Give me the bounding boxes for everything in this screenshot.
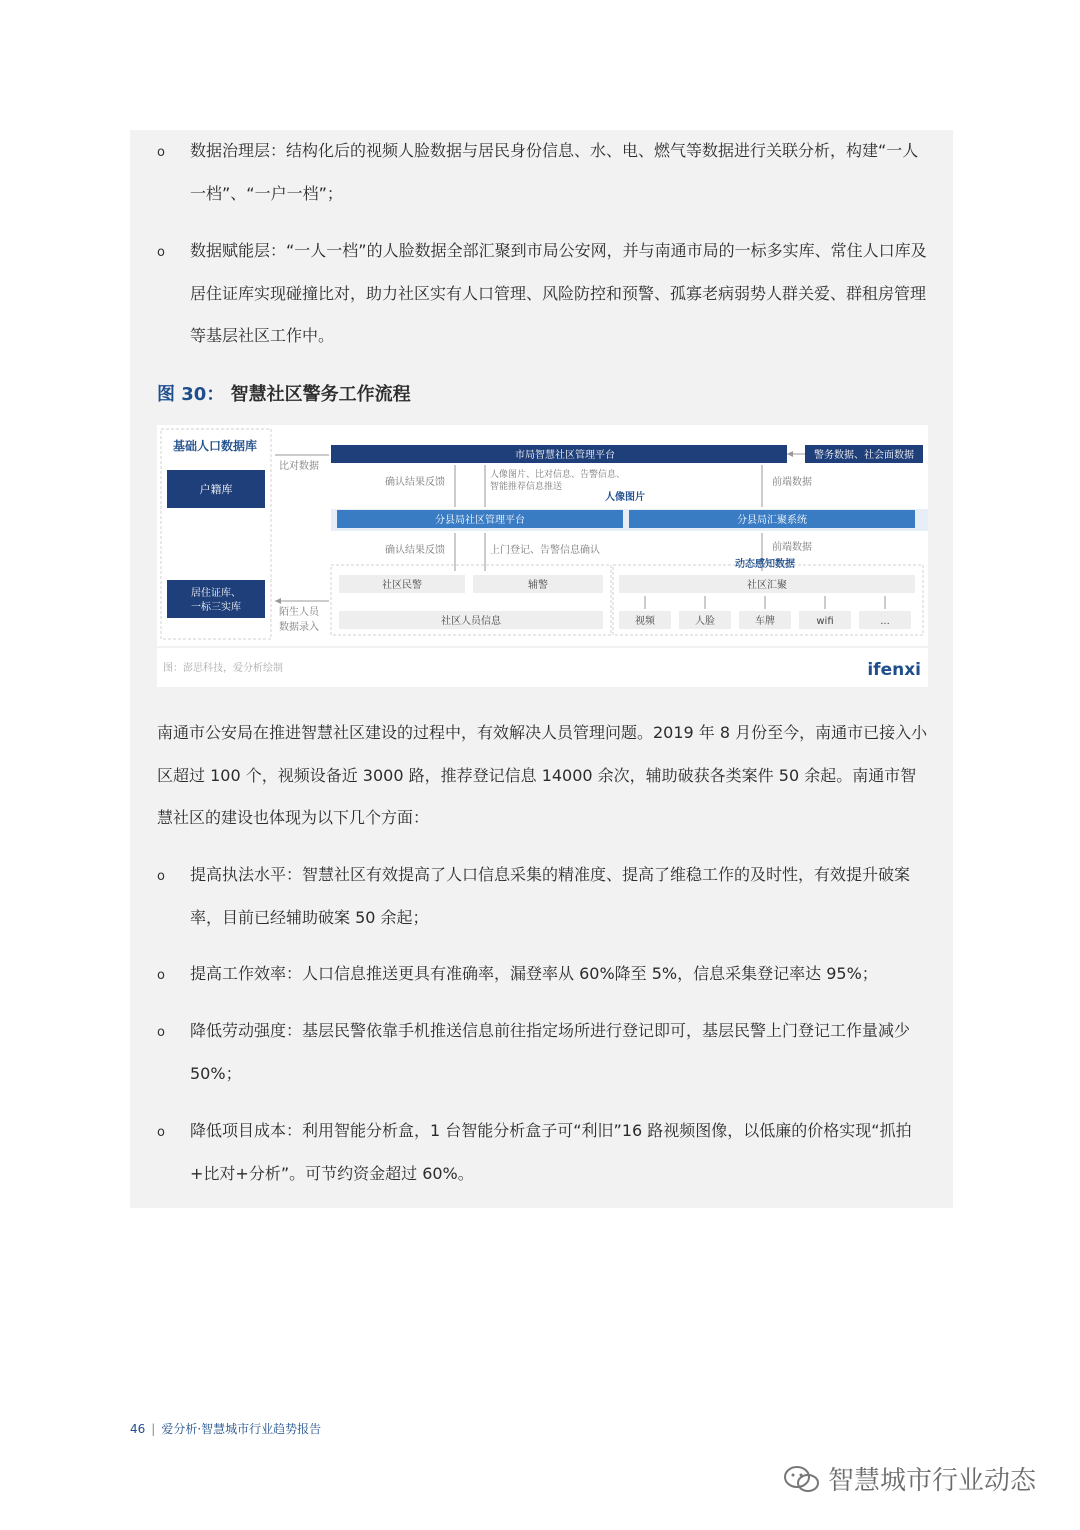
figure-title bbox=[157, 380, 411, 406]
bidui-label: 比对数据 bbox=[279, 461, 319, 472]
county-platform-label: 分县局社区管理平台 bbox=[435, 515, 525, 526]
sensor-label: 视频 bbox=[635, 616, 655, 627]
wechat-icon bbox=[782, 1464, 822, 1494]
shangmen-label: 上门登记、告警信息确认 bbox=[490, 545, 600, 556]
body-paragraph: 南通市公安局在推进智慧社区建设的过程中，有效解决人员管理问题。2019 年 8 月份至今，南通市已接入小区超过 100 个，视频设备近 3000 路，推荐登记信息 14000 余次，辅助破获各类案件 50 余起。南通市智慧社区的建设也体现为以下几个方面： bbox=[157, 723, 928, 827]
sensor-group bbox=[619, 596, 911, 629]
bullet-cost: 降低项目成本：利用智能分析盒，1 台智能分析盒子可“利旧”16 路视频图像，以低廉的价格实现“抓拍+比对+分析”。可节约资金超过 60%。 bbox=[190, 1121, 912, 1183]
dongtai-label: 动态感知数据 bbox=[735, 559, 795, 570]
figure-caption: 智慧社区警务工作流程 bbox=[230, 384, 411, 405]
minjing-label: 社区民警 bbox=[382, 580, 422, 591]
bullet-marker: o bbox=[157, 869, 165, 884]
jingwu-label: 警务数据、社会面数据 bbox=[814, 450, 914, 461]
sensor-label: ... bbox=[880, 616, 890, 627]
workflow-diagram bbox=[157, 425, 928, 687]
bullet-labor: 降低劳动强度：基层民警依靠手机推送信息前往指定场所进行登记即可，基层民警上门登记工作量减少 50%； bbox=[190, 1021, 911, 1083]
bullet-marker: o bbox=[157, 245, 165, 260]
figure-number: 图 30： bbox=[157, 384, 225, 405]
confirm2-label: 确认结果反馈 bbox=[385, 545, 445, 556]
top-platform-label: 市局智慧社区管理平台 bbox=[515, 450, 615, 461]
huji-label: 户籍库 bbox=[199, 483, 233, 496]
mosheng-line1: 陌生人员 bbox=[279, 607, 319, 618]
report-title: 爱分析·智慧城市行业趋势报告 bbox=[161, 1422, 322, 1436]
renxiang-pic-label: 人像图片 bbox=[605, 492, 645, 503]
watermark-text: 智慧城市行业动态 bbox=[828, 1466, 1037, 1496]
page-footer: 46 | 爱分析·智慧城市行业趋势报告 bbox=[130, 1422, 322, 1436]
renyuan-label: 社区人员信息 bbox=[441, 616, 501, 627]
qianduan1-label: 前端数据 bbox=[772, 477, 812, 488]
bullet-marker: o bbox=[157, 1025, 165, 1040]
county-system-label: 分县局汇聚系统 bbox=[737, 515, 807, 526]
sensor-label: 人脸 bbox=[695, 616, 715, 627]
bullet-marker: o bbox=[157, 145, 165, 160]
ifenxi-logo: ifenxi bbox=[867, 660, 921, 680]
renxiang-info1: 人像图片、比对信息、告警信息、 bbox=[490, 470, 626, 480]
confirm1-label: 确认结果反馈 bbox=[385, 477, 445, 488]
qianduan2-label: 前端数据 bbox=[772, 542, 812, 553]
mosheng-line2: 数据录入 bbox=[279, 622, 319, 633]
bullet-enforcement: 提高执法水平：智慧社区有效提高了人口信息采集的精准度、提高了维稳工作的及时性，有效提升破案率，目前已经辅助破案 50 余起； bbox=[190, 865, 911, 927]
left-db-header: 基础人口数据库 bbox=[173, 439, 258, 453]
juzhu-line2: 一标三实库 bbox=[191, 602, 241, 613]
figure-source: 图：澎思科技，爱分析绘制 bbox=[163, 663, 283, 674]
juzhu-line1: 居住证库、 bbox=[191, 588, 241, 599]
page-number: 46 bbox=[130, 1422, 146, 1436]
bullet-data-governance: 数据治理层：结构化后的视频人脸数据与居民身份信息、水、电、燃气等数据进行关联分析，构建“一人一档”、“一户一档”； bbox=[190, 141, 919, 203]
huiju-label: 社区汇聚 bbox=[747, 580, 787, 591]
renxiang-info2: 智能推荐信息推送 bbox=[490, 482, 563, 492]
bullet-marker: o bbox=[157, 968, 165, 983]
bullet-marker: o bbox=[157, 1125, 165, 1140]
wechat-watermark bbox=[782, 1460, 1036, 1497]
sensor-label: wifi bbox=[816, 616, 834, 627]
sensor-label: 车牌 bbox=[755, 616, 775, 627]
bullet-data-enablement: 数据赋能层：“一人一档”的人脸数据全部汇聚到市局公安网，并与南通市局的一标多实库、常住人口库及居住证库实现碰撞比对，助力社区实有人口管理、风险防控和预警、孤寡老病弱势人群关爱、群租房管理等基层社区工作中。 bbox=[190, 241, 927, 345]
bullet-efficiency: 提高工作效率：人口信息推送更具有准确率，漏登率从 60%降至 5%，信息采集登记率达 95%； bbox=[190, 964, 878, 983]
fujing-label: 辅警 bbox=[528, 580, 548, 591]
